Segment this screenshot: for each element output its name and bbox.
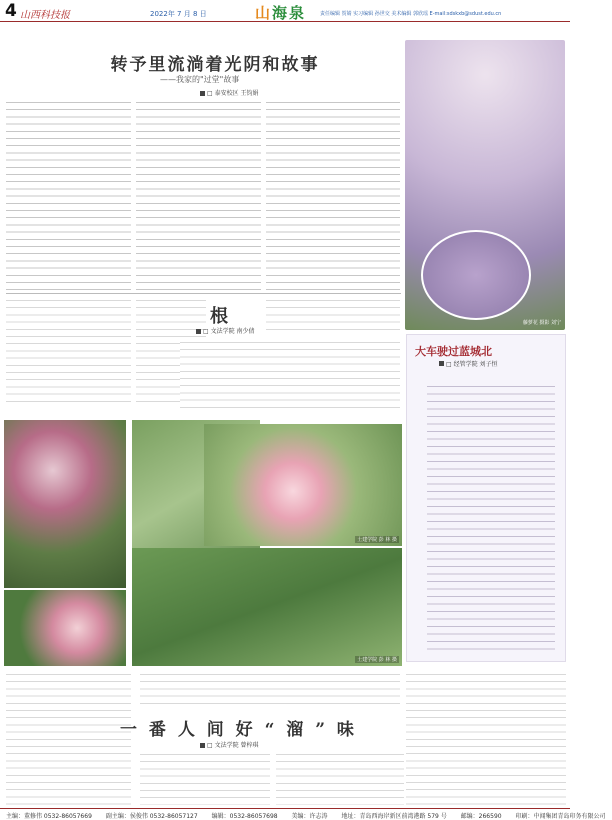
wisteria-photo xyxy=(405,40,565,330)
article3-column-3 xyxy=(140,752,270,805)
poem-title: 大车驶过蓝城北 xyxy=(415,345,492,358)
article1-column-1 xyxy=(6,100,131,290)
poem-byline: □ 经管学院 刘子恒 xyxy=(439,359,497,368)
article3-title: 一 番 人 间 好 “ 溜 ” 味 xyxy=(120,720,357,740)
poem-box xyxy=(406,334,566,662)
footer-address: 地址：青岛西海岸新区前湾港路 579 号 xyxy=(341,813,447,820)
article2-column-4 xyxy=(266,298,400,336)
article3-column-1 xyxy=(6,672,131,805)
section-title: 山海泉 xyxy=(255,4,307,22)
article2-column-3 xyxy=(180,340,400,408)
footer-deputy-editor: 副主编：侯俊伟 0532-86057127 xyxy=(105,813,198,820)
footer xyxy=(0,808,606,820)
wisteria-inset-photo xyxy=(421,230,531,320)
article3-column-4 xyxy=(276,752,404,805)
article1-title: 转予里流淌着光阴和故事 xyxy=(110,55,320,75)
footer-art-editor: 美编：许志涛 xyxy=(291,813,328,820)
photo-collage xyxy=(4,420,402,666)
article1-column-3 xyxy=(266,100,400,290)
lotus-leaves-caption: 土建学院 彭 林 摄 xyxy=(357,657,397,663)
masthead xyxy=(0,0,570,22)
wisteria-caption: 藤萝花 摄影 刘宁 xyxy=(522,320,561,326)
divider xyxy=(6,293,401,294)
footer-postcode: 邮编：266590 xyxy=(460,813,502,820)
poem-lines xyxy=(427,383,555,655)
lotus-caption: 土建学院 彭 林 摄 xyxy=(357,537,397,543)
article3-byline: □ 文法学院 曾梓琪 xyxy=(200,740,258,749)
article1-byline: □ 泰安校区 王钧娟 xyxy=(200,88,258,97)
article2-byline: □ 文法学院 南少倩 xyxy=(196,326,254,335)
flower-photo-2 xyxy=(4,590,126,666)
newspaper-logo: 山西科技报 xyxy=(20,10,70,21)
footer-editor: 主编：董修伟 0532-86057669 xyxy=(6,813,92,820)
article1-subtitle: ——我家的"过堂"故事 xyxy=(160,75,240,84)
editor-info: 责任编辑 贺婧 实习编辑 孙世交 美术编辑 郭欣瑶 E-mail:sdskxb@sdust.edu.cn xyxy=(320,11,502,17)
article3-column-2 xyxy=(140,672,400,708)
flower-photo-1 xyxy=(4,420,126,588)
lotus-leaves-photo xyxy=(132,548,402,666)
page-number: 4 xyxy=(5,1,17,21)
article2-column-1 xyxy=(6,298,131,408)
article2-title: 根 xyxy=(210,306,228,327)
article3-column-5 xyxy=(406,672,566,805)
lotus-photo xyxy=(204,424,402,546)
article1-column-2 xyxy=(136,100,261,290)
footer-printer: 印刷：中闻集团青岛印务有限公司 xyxy=(515,813,606,820)
issue-date: 2022年 7 月 8 日 xyxy=(150,10,207,18)
footer-editing: 编辑：0532-86057698 xyxy=(211,813,278,820)
